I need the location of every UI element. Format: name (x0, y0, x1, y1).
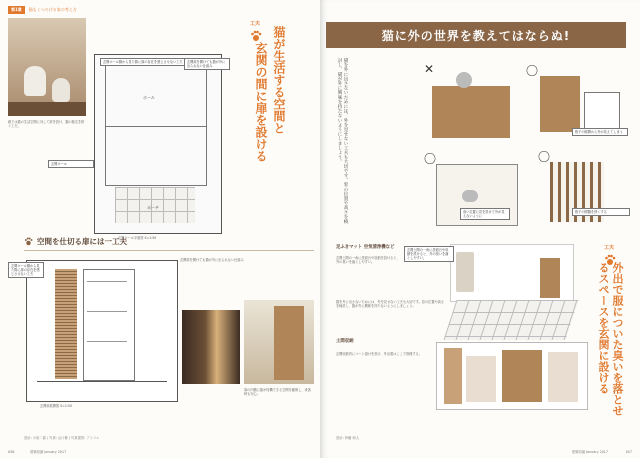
plan-label-hall: ホール (143, 95, 155, 100)
section-sub: 足ふきマット 空気清浄機など (336, 245, 395, 250)
body-intro: 猫を外に出さないためには、外を見せない工夫も大切です。窓の位置や高さを検討し、猫が外に興味を持たないようにしましょう。 (337, 58, 348, 224)
section-divider (24, 250, 314, 251)
cat-photo-top (8, 18, 86, 116)
plan-caption-right: 土間収納 (336, 339, 354, 344)
credit-right: 設計: 伊藤 和人 (336, 436, 359, 440)
callout-1: 玄関ホール側から見た際に扉の存在を感じさせない工夫 (100, 58, 186, 66)
kufu-label-right: 工夫 (604, 244, 616, 270)
entrance-callout: 玄関土間の一角に洗面台や収納を設けると、外の臭いを落としやすい。 (404, 246, 454, 262)
closet-caption: 玄関収納内にコート掛けを設け、外出着はここで管理する。 (336, 352, 422, 356)
callout-2: 玄関扉を開けても猫が外に出られない仕組み (184, 58, 230, 70)
elevation-callout: 玄関ホール側から見た際に扉の存在を感じさせない工夫 (8, 262, 44, 278)
body-text-right: 猫を外に出さないためには、外を見せない工夫も大切です。窓の位置や高さを検討し、猫が外に興味を持たないようにしましょう。 (336, 300, 445, 309)
caption-photo-top: 廊下は猫の生活空間に対して扉を設け、猫の脱走を防ぐ工夫。 (8, 120, 85, 129)
illustration-3: 〇 (424, 150, 534, 230)
chapter-title: 猫もくつろげる家の考え方 (28, 7, 77, 12)
illustration-2: 〇 (524, 62, 624, 142)
section-title-left: 空間を仕切る扉には一工夫 (24, 236, 127, 247)
illus-caption-2: 高い位置に窓を設けて外が見えないように (460, 208, 510, 220)
plan-caption: 玄関ホール平面図 S=1:50 (118, 236, 157, 240)
paw-icon (250, 30, 262, 42)
chapter-header (8, 6, 77, 14)
elevation-drawing (26, 260, 178, 402)
illustration-1: ✕ (424, 62, 514, 142)
closet-illustration (436, 342, 586, 408)
door-photo (244, 300, 314, 384)
vertical-heading-2: 玄関の間に扉を設ける (254, 42, 268, 162)
plan-label-porch: ポーチ (147, 205, 159, 210)
entrance-floor-plan (94, 54, 222, 234)
page-number-left: 056 (8, 450, 15, 454)
elevation-caption: 玄関扉展開図 S=1:50 (40, 404, 72, 408)
magazine-name-right: 建築知識 January 2017 (571, 450, 608, 454)
illustration-4: 〇 (538, 148, 624, 230)
magazine-name-left: 建築知識 January 2017 (30, 450, 67, 454)
banner-title: 猫に外の世界を教えてはならぬ! (326, 22, 626, 48)
credit-left: 設計: 小泉二郎 / 写真: 山口修 / 写真提供: アトリエ (24, 436, 100, 440)
vertical-heading-1: 猫が生活する空間と (272, 26, 286, 134)
chapter-tag: 第1章 (8, 6, 25, 14)
note-1: 玄関土間の一角に洗面台や収納を設けると、外の臭いを落としやすい。 (336, 256, 400, 265)
callout-3: 玄関ホール (48, 160, 94, 168)
kufu-label-left: 工夫 (250, 20, 262, 46)
body-text-left: 玄関扉を開けても猫が外に出られない仕組み (180, 258, 244, 262)
vertical-heading-right: 外出で服についた臭いを落とせるスペースを玄関に設ける (597, 262, 624, 416)
paw-icon (24, 237, 33, 246)
photo-caption-right: 扉の内側に猫が待機できる空間を確保し、来客時も安心。 (244, 388, 311, 397)
right-page (320, 0, 640, 458)
entrance-illustration (450, 244, 572, 340)
entrance-photo (182, 310, 240, 384)
illus-caption-3: 格子の間隔を狭くする (572, 208, 630, 216)
illus-caption-1: 格子の隙間から外が見えてしまう (572, 128, 628, 136)
page-number-right: 057 (625, 450, 632, 454)
